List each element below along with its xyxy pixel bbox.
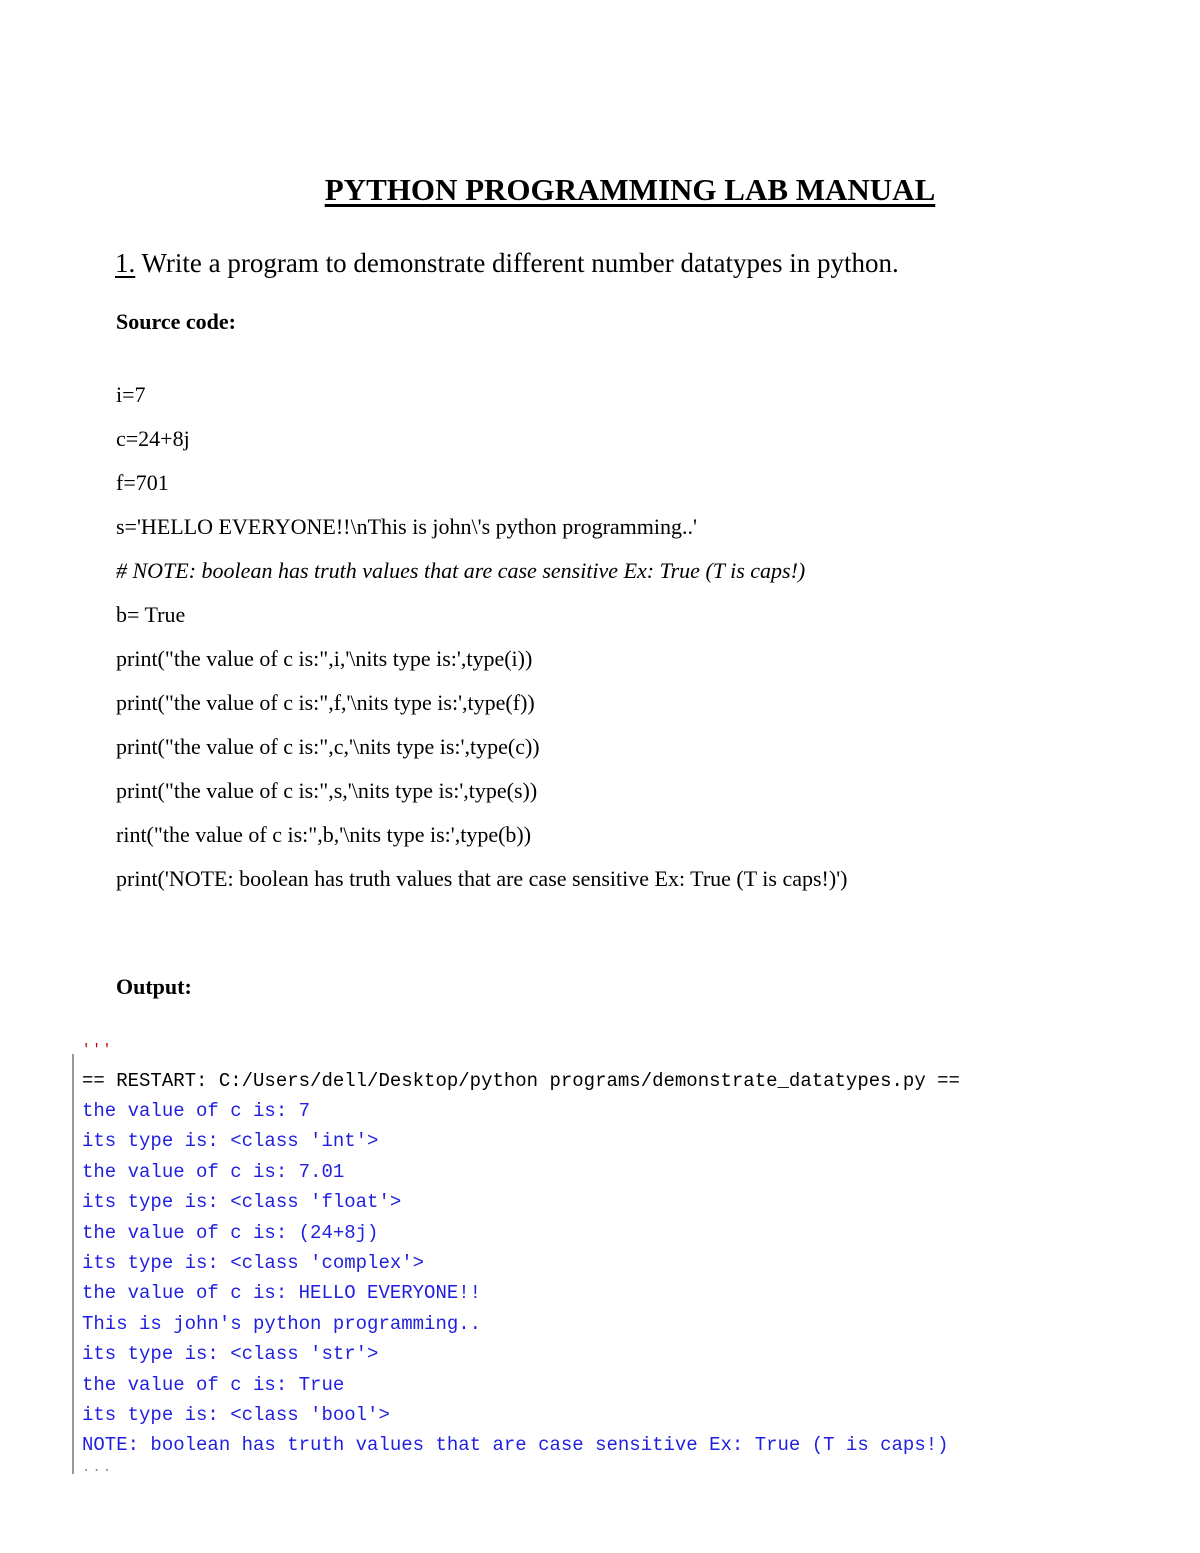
shell-output-line: its type is: <class 'bool'> bbox=[82, 1404, 390, 1426]
code-line: print("the value of c is:",f,'\nits type is:',type(f)) bbox=[116, 690, 535, 715]
shell-output-line: its type is: <class 'float'> bbox=[82, 1191, 402, 1213]
shell-output-line: its type is: <class 'int'> bbox=[82, 1130, 379, 1152]
output-heading: Output: bbox=[116, 974, 192, 999]
shell-prompt-bottom: ... bbox=[82, 1460, 114, 1476]
shell-output-line: its type is: <class 'complex'> bbox=[82, 1252, 425, 1274]
code-line: s='HELLO EVERYONE!!\nThis is john\'s python programming..' bbox=[116, 514, 697, 539]
code-line: i=7 bbox=[116, 382, 146, 407]
shell-output-line: the value of c is: HELLO EVERYONE!! bbox=[82, 1282, 482, 1304]
question-1 bbox=[115, 248, 899, 279]
shell-output-screenshot bbox=[72, 1042, 972, 1476]
shell-restart-line: == RESTART: C:/Users/dell/Desktop/python programs/demonstrate_datatypes.py == bbox=[82, 1070, 960, 1092]
code-line: print("the value of c is:",i,'\nits type is:',type(i)) bbox=[116, 646, 533, 671]
code-line: print("the value of c is:",c,'\nits type is:',type(c)) bbox=[116, 734, 540, 759]
shell-output-line: the value of c is: (24+8j) bbox=[82, 1222, 379, 1244]
shell-output-line: the value of c is: 7 bbox=[82, 1100, 311, 1122]
code-line: f=701 bbox=[116, 470, 169, 495]
page-title: PYTHON PROGRAMMING LAB MANUAL bbox=[324, 172, 936, 207]
code-line: rint("the value of c is:",b,'\nits type is:',type(b)) bbox=[116, 822, 532, 847]
source-code-heading: Source code: bbox=[116, 309, 236, 334]
shell-output-line: the value of c is: True bbox=[82, 1374, 345, 1396]
shell-output-line: its type is: <class 'str'> bbox=[82, 1343, 379, 1365]
shell-gutter bbox=[72, 1054, 74, 1474]
shell-prompt-top: ''' bbox=[82, 1042, 114, 1058]
code-line: print("the value of c is:",s,'\nits type is:',type(s)) bbox=[116, 778, 538, 803]
code-line: c=24+8j bbox=[116, 426, 190, 451]
code-line: b= True bbox=[116, 602, 186, 627]
question-number: 1. bbox=[115, 248, 136, 278]
shell-output-line: This is john's python programming.. bbox=[82, 1313, 482, 1335]
question-text: Write a program to demonstrate different number datatypes in python. bbox=[135, 248, 899, 278]
code-comment: # NOTE: boolean has truth values that are case sensitive Ex: True (T is caps!) bbox=[116, 558, 806, 583]
code-line: print('NOTE: boolean has truth values that are case sensitive Ex: True (T is caps!)') bbox=[116, 866, 848, 891]
shell-output-line: NOTE: boolean has truth values that are case sensitive Ex: True (T is caps!) bbox=[82, 1434, 949, 1456]
shell-output-line: the value of c is: 7.01 bbox=[82, 1161, 345, 1183]
